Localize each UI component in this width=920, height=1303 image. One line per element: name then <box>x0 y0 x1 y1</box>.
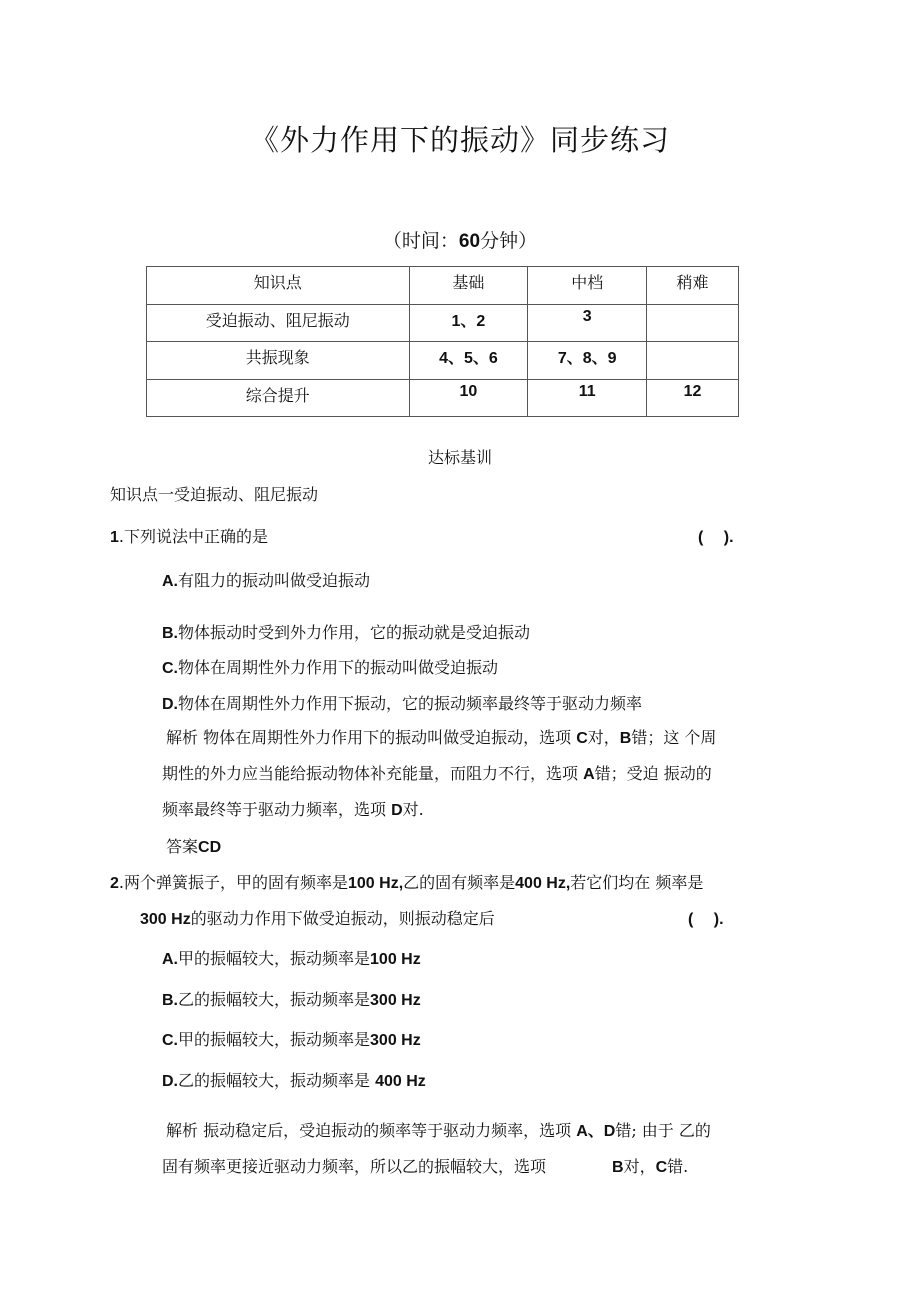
time-note <box>0 226 920 253</box>
q1-answer <box>166 834 221 857</box>
option-value: 300 Hz <box>370 1032 421 1049</box>
option-letter: D. <box>162 696 178 713</box>
table-header-cell: 中档 <box>528 267 647 305</box>
q2-stem-text: 若它们均在 频率是 <box>570 873 704 892</box>
option-text: 物体振动时受到外力作用，它的振动就是受迫振动 <box>178 623 531 642</box>
analysis-text: 解析 物体在周期性外力作用下的振动叫做受迫振动，选项 <box>166 728 577 747</box>
q2-frequency: 300 Hz <box>140 911 191 928</box>
q1-number: 1 <box>110 529 119 546</box>
table-cell <box>647 304 739 342</box>
knowledge-table <box>146 266 739 417</box>
analysis-text: 对. <box>402 800 424 819</box>
analysis-option: B <box>612 1159 624 1176</box>
analysis-option: A <box>583 766 595 783</box>
table-header-cell: 基础 <box>409 267 528 305</box>
section-title: 达标基训 <box>427 448 492 467</box>
time-minutes: 60 <box>458 231 481 252</box>
option-letter: D. <box>162 1073 178 1090</box>
table-cell: 10 <box>409 379 528 417</box>
analysis-option: A、D <box>576 1123 616 1140</box>
q1-analysis-line <box>162 792 424 829</box>
analysis-option: C <box>655 1159 668 1176</box>
analysis-text: 错. <box>667 1157 689 1176</box>
option-text: 有阻力的振动叫做受迫振动 <box>178 571 371 590</box>
table-cell: 7、8、9 <box>528 342 647 380</box>
analysis-option: C <box>576 730 588 747</box>
analysis-option: D <box>391 802 403 819</box>
analysis-option: B <box>619 730 632 747</box>
analysis-text: 错; 由于 乙的 <box>615 1121 711 1140</box>
option-text: 乙的振幅较大，振动频率是 <box>178 990 371 1009</box>
q1-stem-text: .下列说法中正确的是 <box>118 527 268 546</box>
option-text: 物体在周期性外力作用下振动，它的振动频率最终等于驱动力频率 <box>178 694 643 713</box>
q2-frequency: 400 Hz, <box>515 875 571 892</box>
q1-option-c <box>162 655 498 678</box>
option-letter: B. <box>162 992 178 1009</box>
option-value: 300 Hz <box>370 992 421 1009</box>
analysis-text: 对， <box>587 728 620 747</box>
q2-answer-bracket: ( ). <box>688 911 724 928</box>
q2-stem-continued <box>140 906 495 929</box>
table-row <box>147 379 739 417</box>
page-title: 《外力作用下的振动》同步练习 <box>249 123 670 157</box>
q2-stem <box>110 870 703 893</box>
q1-option-a <box>162 568 370 591</box>
analysis-text: 解析 振动稳定后，受迫振动的频率等于驱动力频率，选项 <box>166 1121 577 1140</box>
q1-option-b <box>162 620 530 643</box>
analysis-text: 期性的外力应当能给振动物体补充能量，而阻力不行，选项 <box>162 764 584 783</box>
table-cell: 综合提升 <box>147 379 410 417</box>
q1-stem <box>110 524 268 547</box>
table-header-cell: 知识点 <box>147 267 410 305</box>
option-text: 甲的振幅较大，振动频率是 <box>178 949 371 968</box>
answer-label: 答案 <box>166 837 199 856</box>
option-text: 甲的振幅较大，振动频率是 <box>178 1030 371 1049</box>
q2-frequency: 100 Hz, <box>348 875 404 892</box>
option-letter: C. <box>162 660 178 677</box>
q2-option-d <box>162 1068 426 1091</box>
option-value: 400 Hz <box>375 1073 426 1090</box>
q2-analysis-line <box>162 1149 688 1186</box>
q2-stem-text: 的驱动力作用下做受迫振动，则振动稳定后 <box>190 909 495 928</box>
analysis-text: 固有频率更接近驱动力频率，所以乙的振幅较大，选项 <box>162 1157 547 1176</box>
knowledge-point-heading: 知识点一受迫振动、阻尼振动 <box>110 485 319 504</box>
q2-number: 2 <box>110 875 119 892</box>
q1-option-d <box>162 691 642 714</box>
option-letter: A. <box>162 573 178 590</box>
time-suffix: 分钟） <box>480 230 538 252</box>
q1-analysis-line <box>162 756 712 793</box>
q1-answer-bracket: ( ). <box>698 529 734 546</box>
table-cell: 4、5、6 <box>409 342 528 380</box>
analysis-text: 错；这 个周 <box>631 728 717 747</box>
table-cell: 12 <box>647 379 739 417</box>
analysis-text: 频率最终等于驱动力频率，选项 <box>162 800 392 819</box>
q2-stem-text: .两个弹簧振子，甲的固有频率是 <box>118 873 348 892</box>
table-cell: 11 <box>528 379 647 417</box>
q2-option-c <box>162 1027 421 1050</box>
option-letter: C. <box>162 1032 178 1049</box>
table-header-row <box>147 267 739 305</box>
option-value: 100 Hz <box>370 951 421 968</box>
table-row <box>147 304 739 342</box>
table-cell: 1、2 <box>409 304 528 342</box>
q2-analysis-line <box>166 1113 711 1150</box>
table-cell: 受迫振动、阻尼振动 <box>147 304 410 342</box>
option-text: 物体在周期性外力作用下的振动叫做受迫振动 <box>178 658 499 677</box>
option-text: 乙的振幅较大，振动频率是 <box>178 1071 376 1090</box>
option-letter: B. <box>162 625 178 642</box>
table-row <box>147 342 739 380</box>
analysis-text: 对， <box>623 1157 656 1176</box>
table-cell <box>647 342 739 380</box>
table-cell: 3 <box>528 304 647 342</box>
q2-stem-text: 乙的固有频率是 <box>403 873 516 892</box>
option-letter: A. <box>162 951 178 968</box>
answer-value: CD <box>198 839 222 856</box>
time-prefix: （时间： <box>382 230 459 252</box>
q2-option-a <box>162 946 421 969</box>
analysis-text: 错；受迫 振动的 <box>594 764 712 783</box>
q1-analysis-line <box>166 720 716 757</box>
table-cell: 共振现象 <box>147 342 410 380</box>
q2-option-b <box>162 987 421 1010</box>
table-header-cell: 稍难 <box>647 267 739 305</box>
